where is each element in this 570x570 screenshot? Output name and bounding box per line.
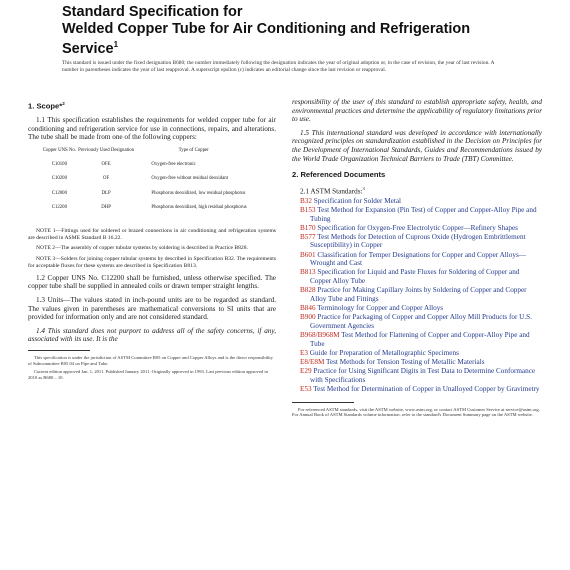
note-1: NOTE 1—Fittings used for soldered or brazed connections in air conditioning and refrigeration systems are described in ASME Standard B 16.22. bbox=[28, 227, 276, 241]
scope-heading bbox=[28, 100, 276, 111]
reference-item bbox=[292, 251, 542, 268]
table-header-row bbox=[42, 148, 252, 162]
title-line-3-text: Service bbox=[62, 40, 114, 57]
reference-link[interactable]: B813 bbox=[300, 268, 316, 277]
reference-title: Test Method for Expansion (Pin Test) of Copper and Copper-Alloy Pipe and Tubing bbox=[310, 205, 537, 223]
document-title bbox=[62, 4, 522, 57]
reference-item bbox=[292, 233, 542, 250]
reference-item bbox=[292, 197, 542, 206]
reference-link[interactable]: B170 bbox=[300, 223, 316, 232]
reference-title: Classification for Temper Designations for Copper and Copper Alloys—Wrought and Cast bbox=[310, 250, 526, 268]
reference-link[interactable]: B601 bbox=[300, 250, 316, 259]
table-cell: OF bbox=[103, 176, 110, 182]
reference-link[interactable]: E53 bbox=[300, 384, 312, 393]
reference-item bbox=[292, 349, 542, 358]
reference-link[interactable]: E29 bbox=[300, 367, 312, 376]
right-column bbox=[292, 98, 542, 421]
reference-title: Test Methods for Detection of Cuprous Oxide (Hydrogen Embrittlement Susceptibility) in Copper bbox=[310, 232, 526, 250]
reference-item bbox=[292, 358, 542, 367]
table-cell: Phosphorus deoxidized, low residual phosphorus bbox=[151, 190, 246, 196]
footnote-2: Current edition approved Jan. 1, 2011. Published January 2011. Originally approved in 1993. Last previous edition approved in 2010 as B680 – 10. bbox=[28, 369, 268, 380]
section-1-4: 1.4 This standard does not purport to address all of the safety concerns, if any, associated with its use. It is the bbox=[28, 326, 276, 344]
section-1-2: 1.2 Copper UNS No. C12200 shall be furnished, unless otherwise specified. The copper tube shall be supplied in annealed coils or drawn temper straight lengths. bbox=[28, 273, 276, 291]
reference-link[interactable]: B32 bbox=[300, 196, 312, 205]
astm-standards-intro bbox=[292, 185, 542, 196]
table-cell: Phosphorus deoxidized, high residual phosphorus bbox=[151, 205, 247, 211]
title-footnote-mark: 1 bbox=[113, 40, 119, 49]
reference-link[interactable]: B900 bbox=[300, 313, 316, 322]
astm-standards-text: 2.1 ASTM Standards: bbox=[300, 187, 363, 196]
reference-link[interactable]: B846 bbox=[300, 304, 316, 313]
reference-title: Test Method for Flattening of Copper and Copper-Alloy Pipe and Tube bbox=[310, 330, 530, 348]
reference-link[interactable]: B968/B968M bbox=[300, 330, 340, 339]
section-1-3: 1.3 Units—The values stated in inch-pound units are to be regarded as standard. The values given in parentheses are mathematical conversions to SI units that are provided for information only and are not considered standard. bbox=[28, 296, 276, 322]
reference-item bbox=[292, 206, 542, 223]
reference-item bbox=[292, 268, 542, 285]
reference-link[interactable]: E8/E8M bbox=[300, 357, 325, 366]
reference-link[interactable]: B828 bbox=[300, 286, 316, 295]
table-row bbox=[42, 176, 252, 191]
reference-title: Guide for Preparation of Metallographic Specimens bbox=[309, 348, 459, 357]
scope-heading-text: 1. Scope* bbox=[28, 101, 63, 111]
table-cell: OFE bbox=[101, 161, 111, 167]
table-cell: DHP bbox=[101, 205, 111, 211]
reference-title: Test Method for Determination of Copper in Unalloyed Copper by Gravimetry bbox=[313, 384, 540, 393]
section-1-5: 1.5 This international standard was developed in accordance with internationally recognized principles on standardization established in the Decision on Principles for the Development of International Standards, Guides and Recommendations issued by the World Trade Organization Technical Barriers to Trade (TBT) Committee. bbox=[292, 128, 542, 163]
table-cell: Oxygen-free without residual deoxidant bbox=[151, 176, 228, 182]
reference-item bbox=[292, 331, 542, 348]
header-type: Type of Copper bbox=[178, 147, 209, 153]
reference-item bbox=[292, 385, 542, 394]
reference-link[interactable]: B577 bbox=[300, 232, 316, 241]
table-cell: Oxygen-free electronic bbox=[151, 161, 196, 167]
table-cell: C10200 bbox=[51, 176, 67, 182]
footnote-3: For referenced ASTM standards, visit the ASTM website, www.astm.org, or contact ASTM Customer Service at service@astm.org. For Annual Book of ASTM Standards volume information, refer to the standard's Document Summary page on the ASTM website. bbox=[292, 406, 540, 418]
footnote-1: This specification is under the jurisdiction of ASTM Committee B05 on Copper and Copper Alloys and is the direct responsibility of Subcommittee B05.04 on Pipe and Tube. bbox=[28, 355, 273, 366]
reference-title: Practice for Making Capillary Joints by Soldering of Copper and Copper Alloy Tube and Fittings bbox=[310, 286, 527, 303]
footnote-divider bbox=[28, 350, 90, 351]
title-line-3 bbox=[62, 37, 522, 57]
left-column bbox=[28, 98, 276, 383]
reference-item bbox=[292, 313, 542, 330]
table-row bbox=[42, 162, 252, 177]
note-2: NOTE 2—The assembly of copper tubular systems by soldering is described in Practice B828. bbox=[36, 245, 248, 252]
title-line-1: Standard Specification for bbox=[62, 4, 243, 20]
astm-footnote-mark: 3 bbox=[362, 185, 365, 191]
note-3: NOTE 3—Solders for joining copper tubular systems by described in Specification B32. The requirements for acceptable fluxes for these systems are described in Specification B813. bbox=[28, 256, 276, 270]
header-previous: Previously Used Designation bbox=[78, 147, 135, 153]
title-line-2: Welded Copper Tube for Air Conditioning and Refrigeration bbox=[62, 20, 471, 37]
designation-note: This standard is issued under the fixed designation B680; the number immediately following the designation indicates the year of original adoption or, in the case of revision, the year of last revision. A number in parentheses indicates the year of last reapproval. A superscript epsilon (ε) indicates an editorial change since the last revision or reapproval. bbox=[62, 60, 495, 73]
table-cell: DLP bbox=[101, 190, 111, 196]
reference-item bbox=[292, 304, 542, 313]
header-uns: Copper UNS No. bbox=[42, 147, 76, 153]
reference-title: Test Methods for Tension Testing of Metallic Materials bbox=[326, 357, 485, 366]
reference-title: Practice for Packaging of Copper and Copper Alloy Mill Products for U.S. Government Agencies bbox=[310, 313, 532, 330]
table-row bbox=[42, 205, 252, 220]
reference-item bbox=[292, 367, 542, 384]
table-cell: C10100 bbox=[51, 161, 67, 167]
reference-title: Terminology for Copper and Copper Alloys bbox=[317, 304, 444, 313]
reference-title: Specification for Liquid and Paste Fluxes for Soldering of Copper and Copper Alloy Tube bbox=[310, 268, 520, 286]
reference-link[interactable]: E3 bbox=[300, 348, 308, 357]
reference-link[interactable]: B153 bbox=[300, 205, 316, 214]
scope-footnote-mark: 2 bbox=[62, 101, 65, 106]
reference-title: Specification for Oxygen-Free Electrolytic Copper—Refinery Shapes bbox=[317, 223, 518, 232]
reference-item bbox=[292, 224, 542, 233]
reference-title: Practice for Using Significant Digits in Test Data to Determine Conformance with Specifications bbox=[310, 367, 536, 384]
reference-title: Specification for Solder Metal bbox=[313, 196, 402, 205]
section-1-1: 1.1 This specification establishes the requirements for welded copper tube for air conditioning and refrigeration service for use in connections, repairs, and alterations. The tube shall be made from one of the following coppers: bbox=[28, 116, 276, 142]
referenced-documents-heading: 2. Referenced Documents bbox=[292, 170, 386, 180]
table-cell: C12000 bbox=[51, 190, 67, 196]
section-1-4-continued: responsibility of the user of this standard to establish appropriate safety, health, and environmental practices and determine the applicability of regulatory limitations prior to use. bbox=[292, 98, 542, 124]
table-cell: C12200 bbox=[51, 205, 67, 211]
reference-list bbox=[292, 197, 542, 394]
copper-types-table bbox=[42, 148, 252, 220]
reference-item bbox=[292, 286, 542, 303]
footnote-divider-right bbox=[292, 402, 354, 403]
table-row bbox=[42, 191, 252, 206]
